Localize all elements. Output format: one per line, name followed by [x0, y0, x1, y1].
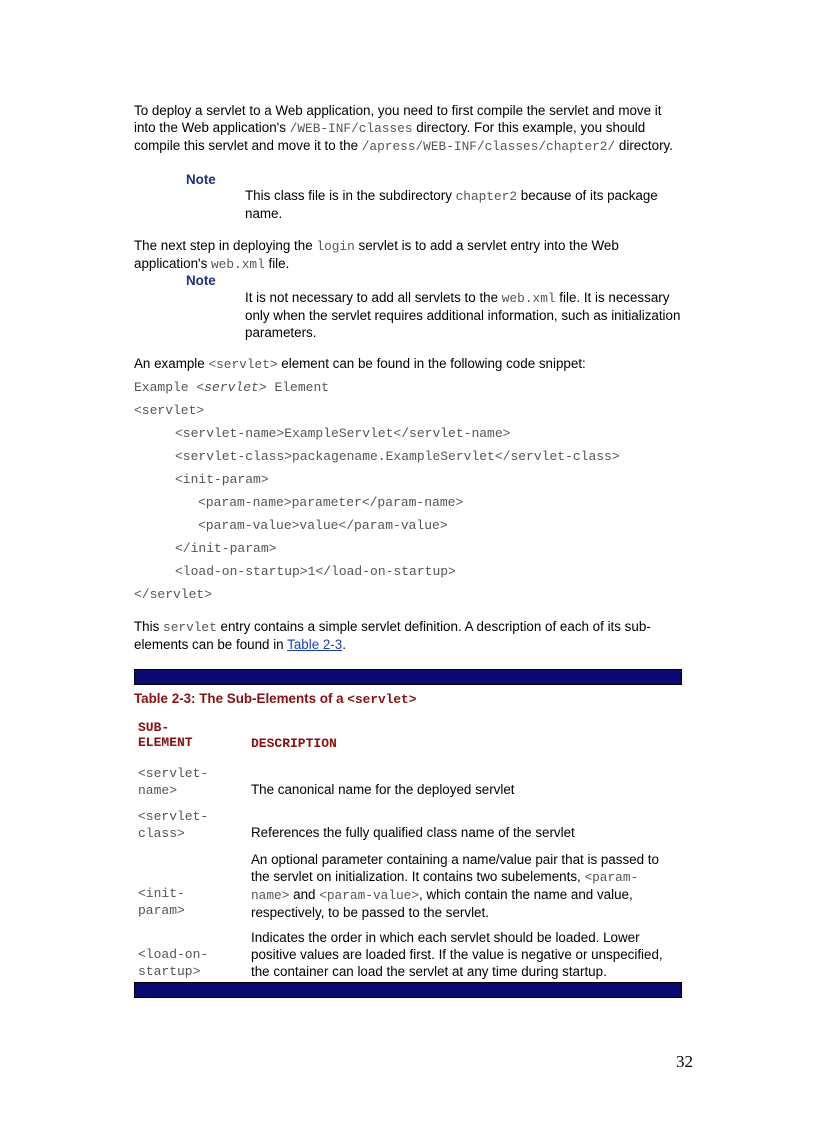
code-line: <param-name>parameter</param-name> [198, 495, 464, 510]
code-line: <param-value>value</param-value> [198, 518, 448, 533]
code-inline: web.xml [211, 257, 265, 272]
paragraph-description [134, 618, 684, 653]
table-caption [134, 690, 416, 708]
code-title-tag: <servlet> [196, 380, 267, 395]
text: file. [264, 256, 290, 271]
table-cell-key: <servlet- name> [138, 766, 209, 798]
code-line: </servlet> [134, 587, 213, 602]
text: Element [266, 380, 330, 395]
code-line: <servlet-class>packagename.ExampleServlet</servlet-class> [175, 449, 620, 464]
text: The next step in deploying the [134, 238, 317, 253]
table-cell-key: <init- param> [138, 886, 185, 918]
text: entry contains a simple servlet definition. A description of each of its sub-elements can be found in [134, 619, 651, 652]
table-cell-key: <load-on- startup> [138, 947, 209, 979]
text: To deploy a servlet to a Web application, you need to first compile the servlet and move it into the Web application's [134, 103, 662, 135]
table-cell-desc: The canonical name for the deployed servlet [251, 782, 515, 797]
text: directory. [615, 138, 673, 153]
text: An optional parameter containing a name/value pair that is passed to the servlet on initialization. It contains two subelements, [251, 852, 659, 884]
paragraph-example [134, 355, 684, 373]
code-inline: /apress/WEB-INF/classes/chapter2/ [361, 139, 616, 154]
code-inline: <param-name> [251, 870, 639, 903]
code-inline: <servlet> [347, 692, 417, 707]
note-label: Note [186, 172, 216, 187]
table-cell-desc: Indicates the order in which each servlet should be loaded. Lower positive values are loaded first. If the value is negative or unspecified, the container can load the servlet at any time during startup. [251, 930, 663, 979]
text: servlet is to add a servlet entry into the Web application's [134, 238, 619, 271]
code-line: </init-param> [175, 541, 277, 556]
text: and [289, 887, 320, 902]
note-body [245, 187, 685, 222]
text: Table 2-3: The Sub-Elements of a [134, 691, 348, 706]
code-inline: /WEB-INF/classes [289, 121, 413, 136]
text: directory. For this example, you should compile this servlet and move it to the [134, 120, 646, 153]
code-inline: <servlet> [208, 357, 278, 372]
text: An example [134, 356, 209, 371]
table-link[interactable]: Table 2-3 [287, 637, 343, 652]
code-line: <load-on-startup>1</load-on-startup> [175, 564, 456, 579]
text: element can be found in the following code snippet: [277, 356, 586, 371]
code-inline: <param-value> [319, 888, 420, 903]
table-top-bar [134, 669, 682, 685]
text: file. It is necessary only when the servlet requires additional information, such as initialization parameters. [245, 290, 681, 340]
code-inline: web.xml [501, 291, 556, 306]
code-inline: login [316, 239, 355, 254]
table-cell-key: <servlet- class> [138, 809, 209, 841]
note-label: Note [186, 273, 216, 288]
table-cell-desc: References the fully qualified class name of the servlet [251, 825, 575, 840]
table-bottom-bar [134, 982, 682, 998]
code-line: <servlet-name>ExampleServlet</servlet-name> [175, 426, 511, 441]
table-header-subelement: SUB- ELEMENT [138, 720, 193, 750]
note-body [245, 289, 685, 341]
text: because of its package name. [245, 188, 658, 221]
table-header-description: DESCRIPTION [251, 736, 337, 751]
text: It is not necessary to add all servlets to the [245, 290, 502, 305]
text: This class file is in the subdirectory [245, 188, 456, 203]
code-line: <init-param> [175, 472, 269, 487]
code-inline: chapter2 [455, 189, 518, 204]
text: Example [134, 380, 197, 395]
paragraph-next-step [134, 237, 684, 273]
table-cell-desc [251, 851, 671, 921]
text: , which contain the name and value, respectively, to be passed to the servlet. [251, 887, 633, 920]
code-inline: servlet [163, 620, 217, 635]
page-number: 32 [676, 1052, 693, 1071]
paragraph-deploy [134, 102, 684, 155]
code-title [134, 379, 329, 396]
text: . [342, 637, 346, 652]
text: This [134, 619, 164, 634]
code-line: <servlet> [134, 403, 205, 418]
